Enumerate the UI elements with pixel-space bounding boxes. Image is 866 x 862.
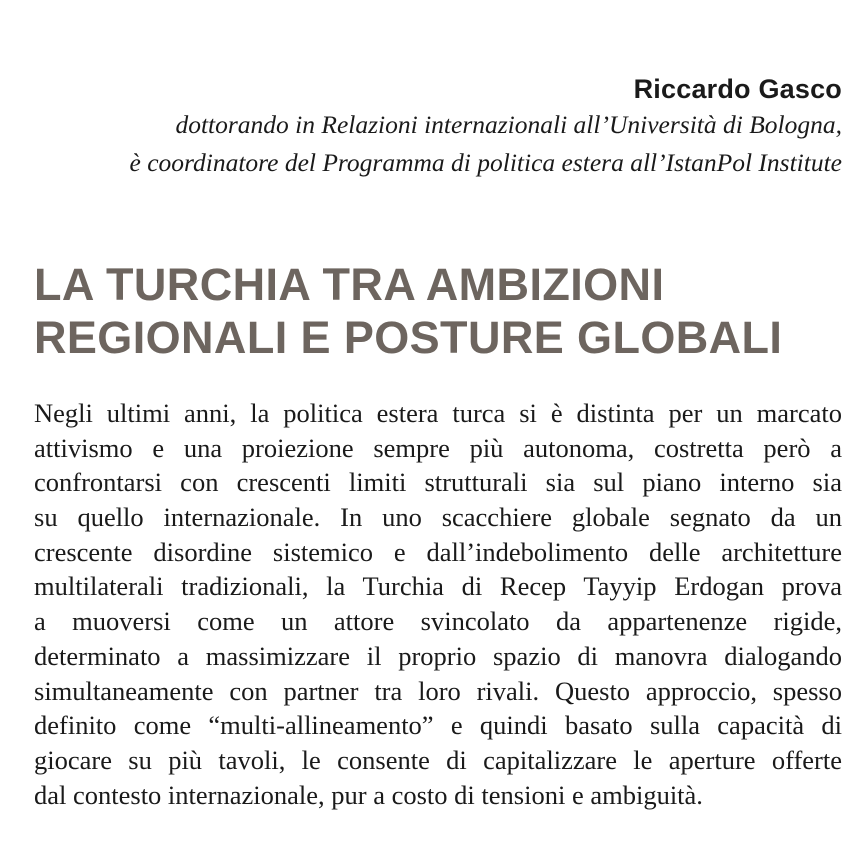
author-affiliation-line: dottorando in Relazioni internazionali all’Università di Bologna, bbox=[175, 110, 842, 139]
body-line: attivismo e una proiezione sempre più autonoma, costretta però a bbox=[34, 432, 842, 463]
body-line: determinato a massimizzare il proprio spazio di manovra dialogando bbox=[34, 640, 842, 671]
body-line: multilaterali tradizionali, la Turchia di Recep Tayyip Erdogan prova bbox=[34, 571, 842, 602]
body-line: confrontarsi con crescenti limiti strutturali sia sul piano interno sia bbox=[34, 467, 842, 498]
body-line: definito come “multi-allineamento” e quindi basato sulla capacità di bbox=[34, 710, 842, 741]
body-line: a muoversi come un attore svincolato da appartenenze rigide, bbox=[34, 606, 842, 637]
article-title-line: LA TURCHIA TRA AMBIZIONI bbox=[34, 259, 665, 310]
author-byline bbox=[22, 72, 842, 182]
article-title-line: REGIONALI E POSTURE GLOBALI bbox=[34, 312, 783, 363]
article-title bbox=[34, 258, 854, 364]
body-line: simultaneamente con partner tra loro rivali. Questo approccio, spesso bbox=[34, 675, 842, 706]
body-line: crescente disordine sistemico e dall’indebolimento delle architetture bbox=[34, 536, 842, 567]
body-line: Negli ultimi anni, la politica estera turca si è distinta per un marcato bbox=[34, 398, 842, 428]
author-affiliation-line: è coordinatore del Programma di politica estera all’IstanPol Institute bbox=[129, 148, 842, 177]
article-body-paragraph bbox=[34, 396, 842, 812]
body-line: su quello internazionale. In uno scacchiere globale segnato da un bbox=[34, 502, 842, 533]
body-line: giocare su più tavoli, le consente di capitalizzare le aperture offerte bbox=[34, 744, 842, 775]
author-name: Riccardo Gasco bbox=[633, 74, 842, 104]
body-line: dal contesto internazionale, pur a costo di tensioni e ambiguità. bbox=[34, 779, 703, 810]
